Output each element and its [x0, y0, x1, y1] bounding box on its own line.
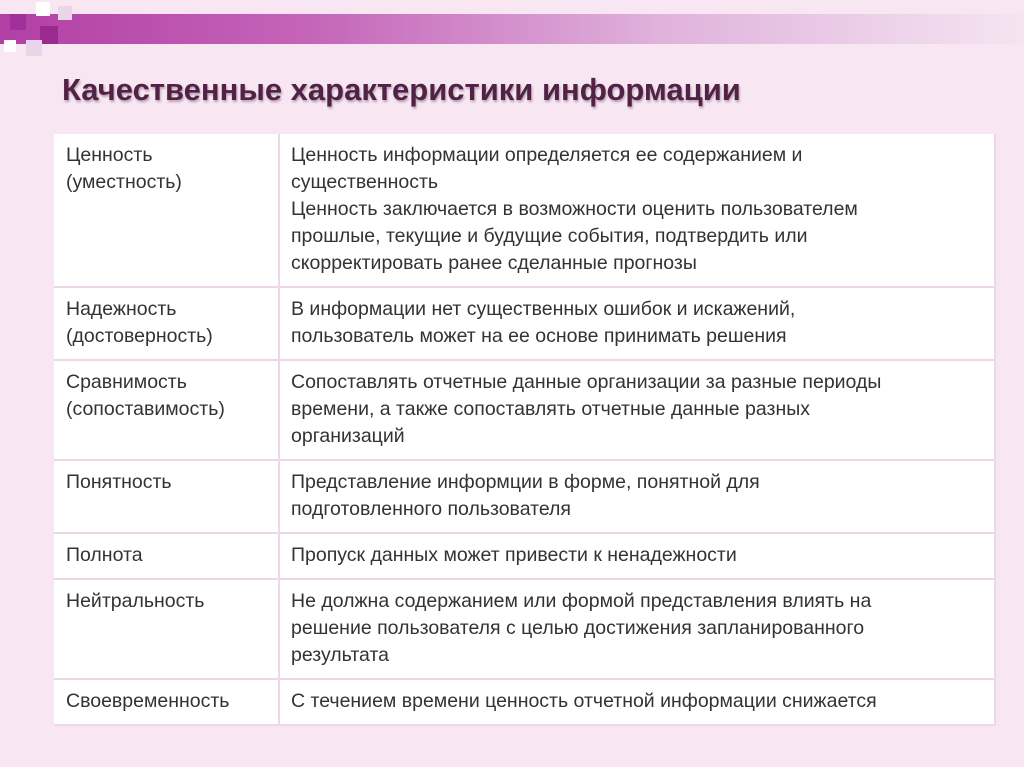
characteristic-description-cell	[280, 461, 996, 534]
characteristic-name: Понятность	[66, 471, 172, 493]
table-row	[54, 361, 996, 461]
characteristic-description: Ценность заключается в возможности оценить пользователем	[291, 198, 858, 220]
characteristic-description: результата	[291, 644, 390, 666]
characteristic-name-cell	[54, 580, 280, 680]
characteristic-description: С течением времени ценность отчетной информации снижается	[291, 690, 877, 712]
header-decoration-band	[0, 14, 1024, 44]
decorative-square	[58, 6, 72, 20]
characteristic-description: времени, а также сопоставлять отчетные данные разных	[291, 398, 811, 420]
characteristic-description: В информации нет существенных ошибок и искажений,	[291, 298, 796, 320]
table-row	[54, 461, 996, 534]
table-row	[54, 680, 996, 726]
characteristic-description: решение пользователя с целью достижения запланированного	[291, 617, 865, 639]
characteristic-description: Ценность информации определяется ее содержанием и	[291, 144, 803, 166]
characteristic-name-cell	[54, 361, 280, 461]
characteristic-name: Своевременность	[66, 690, 230, 712]
decorative-square	[10, 14, 26, 30]
characteristic-description: прошлые, текущие и будущие события, подтвердить или	[291, 225, 808, 247]
characteristic-name: (сопоставимость)	[66, 398, 225, 420]
table-row	[54, 534, 996, 580]
characteristic-name-cell	[54, 461, 280, 534]
characteristic-name: Сравнимость	[66, 371, 187, 393]
table-row	[54, 288, 996, 361]
decorative-square	[4, 40, 16, 52]
characteristic-description: организаций	[291, 425, 405, 447]
characteristic-name: Ценность	[66, 144, 153, 166]
characteristic-name: Надежность	[66, 298, 177, 320]
characteristics-table	[54, 134, 996, 726]
characteristic-name-cell	[54, 288, 280, 361]
characteristic-name-cell	[54, 534, 280, 580]
characteristic-name: Нейтральность	[66, 590, 205, 612]
characteristic-description: существенность	[291, 171, 439, 193]
characteristic-description-cell	[280, 288, 996, 361]
characteristic-description: подготовленного пользователя	[291, 498, 571, 520]
characteristic-description: Представление информции в форме, понятной для	[291, 471, 760, 493]
characteristic-description-cell	[280, 680, 996, 726]
table-row	[54, 580, 996, 680]
characteristic-description-cell	[280, 534, 996, 580]
decorative-square	[26, 40, 42, 56]
characteristic-name: (достоверность)	[66, 325, 213, 347]
decorative-square	[36, 2, 50, 16]
page-title: Качественные характеристики информации	[62, 72, 741, 107]
characteristic-description-cell	[280, 134, 996, 288]
characteristic-name-cell	[54, 134, 280, 288]
table-row	[54, 134, 996, 288]
characteristic-description-cell	[280, 580, 996, 680]
characteristic-name: Полнота	[66, 544, 143, 566]
characteristic-description: пользователь может на ее основе принимать решения	[291, 325, 787, 347]
characteristic-description: Сопоставлять отчетные данные организации за разные периоды	[291, 371, 882, 393]
decorative-square	[40, 26, 58, 44]
characteristic-description: Не должна содержанием или формой представления влиять на	[291, 590, 872, 612]
characteristic-name-cell	[54, 680, 280, 726]
characteristic-description: Пропуск данных может привести к ненадежности	[291, 544, 737, 566]
characteristic-description: скорректировать ранее сделанные прогнозы	[291, 252, 697, 274]
characteristic-name: (уместность)	[66, 171, 182, 193]
characteristic-description-cell	[280, 361, 996, 461]
